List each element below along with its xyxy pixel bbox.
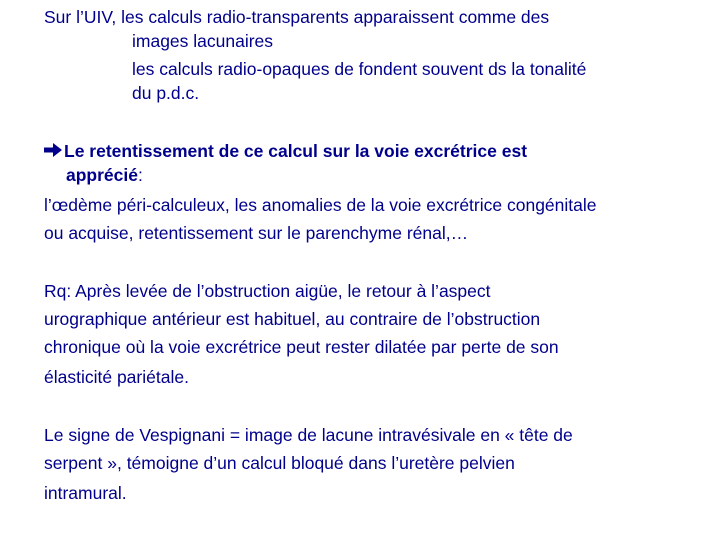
heading-text: Le retentissement de ce calcul sur la voie excrétrice est — [64, 141, 528, 161]
text-line — [66, 164, 143, 186]
arrow-right-icon — [44, 140, 62, 162]
text-line: ou acquise, retentissement sur le parenchyme rénal,… — [44, 223, 469, 243]
text-line: chronique où la voie excrétrice peut rester dilatée par perte de son — [44, 337, 559, 357]
text-line: l’œdème péri-calculeux, les anomalies de la voie excrétrice congénitale — [44, 195, 597, 215]
text-line: images lacunaires — [132, 31, 274, 51]
text-line: intramural. — [44, 483, 127, 503]
text-line: les calculs radio-opaques de fondent souvent ds la tonalité — [132, 59, 587, 79]
text-line: du p.d.c. — [132, 83, 200, 103]
text-line: Rq: Après levée de l’obstruction aigüe, le retour à l’aspect — [44, 281, 491, 301]
text-line: Sur l’UIV, les calculs radio-transparents apparaissent comme des — [44, 7, 550, 27]
bold-heading-line — [44, 140, 527, 162]
colon: : — [137, 165, 143, 185]
text-line: serpent », témoigne d’un calcul bloqué dans l’uretère pelvien — [44, 453, 515, 473]
bold-word: apprécié — [66, 165, 138, 185]
text-line: élasticité pariétale. — [44, 367, 189, 387]
text-line: Le signe de Vespignani = image de lacune intravésivale en « tête de — [44, 425, 573, 445]
text-line: urographique antérieur est habituel, au contraire de l’obstruction — [44, 309, 541, 329]
